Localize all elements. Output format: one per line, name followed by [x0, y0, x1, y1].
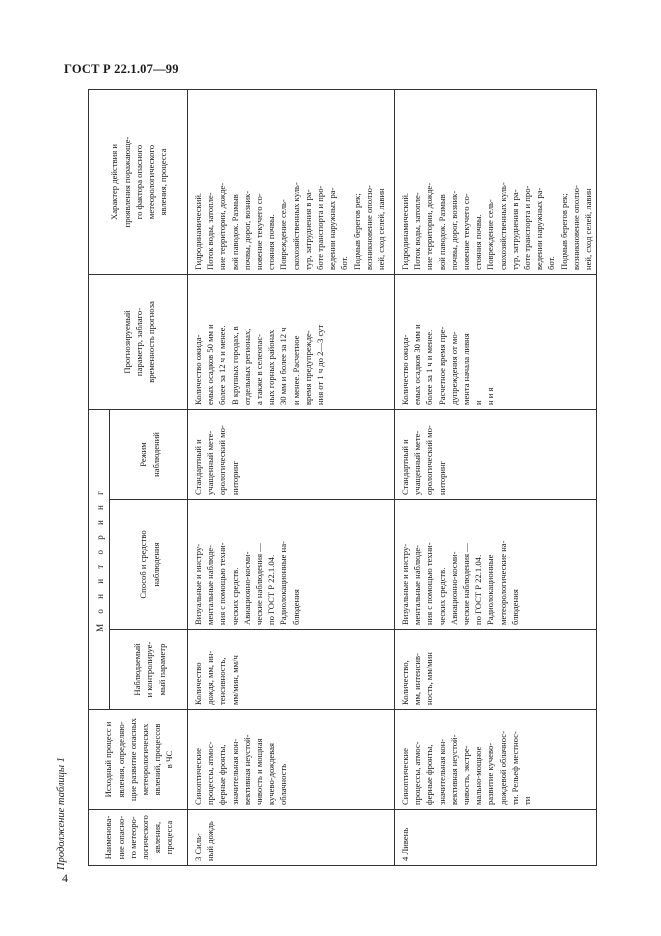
page-number: 4	[62, 871, 68, 885]
table-row	[188, 90, 395, 866]
header-forecast: Прогнозируемый параметр, заблаго- временность прогноза	[89, 275, 188, 410]
cell-initial-process: Синоптические процессы, атмос- ферные фронты, значительная кон- вективная неустой- чивость, экстре- мально-мощное развитие кучево- дождевой облачнос- ти. Рельеф местнос- ти	[395, 710, 597, 810]
header-parameter: Наблюдаемый и контролируе- мый параметр	[110, 630, 188, 710]
cell-initial-process: Синоптические процессы, атмос- ферные фронты, значительная кон- вективная неустой- чивость и мощная кучево-дождевая облачность	[188, 710, 395, 810]
header-character: Характер действия и проявления поражающе- го фактора опасного метеорологического явления, процесса	[89, 90, 188, 275]
document-header: ГОСТ Р 22.1.07—99	[64, 62, 179, 76]
cell-forecast: Количество ожида- емых осадков 50 мм и более за 12 ч и менее. В крупных городах, в отдельных регионах, а также в селеопас- ных горных районах 30 мм и более за 12 ч и менее. Расчетное время предупрежде- ния от 1 ч до 2—3 сут	[188, 275, 395, 410]
monitoring-table	[88, 89, 597, 866]
header-phenomenon: Наименова- ние опасно- го метеоро- логического явления, процесса	[89, 810, 188, 866]
header-initial-process: Исходный процесс и явления, определяю- щие развитие опасных метеорологических явлений, процессов в ЧС	[89, 710, 188, 810]
cell-phenomenon: 3 Силь- ный дождь	[188, 810, 395, 866]
cell-parameter: Количество, мм, интенсив- ность, мм/мин	[395, 630, 597, 710]
header-mode: Режим наблюдений	[110, 410, 188, 500]
table-caption: Продолжение таблицы 1	[56, 757, 67, 870]
cell-parameter: Количество дождя, мм, ин- тенсивность, мм/мин, мм/ч	[188, 630, 395, 710]
rotated-table-container	[88, 90, 594, 866]
cell-character: Гидродинамический. Поток воды, затопле- ние территории, дожде- вой паводок. Размыв почвы, дорог, возник- новение текучего со- стояния почвы. Повреждение сель- скохозяйственных куль- тур, затруднения в ра- боте транспорта и про- ведении наружных ра- бот. Подмыв берегов рек; возникновение оползо- ней, сход селей, лавин	[188, 90, 395, 275]
cell-method: Визуальные и инстру- ментальные наблюде- ния с помощью техни- ческих средств. Авиационно-косми- ческие наблюдения — по ГОСТ Р 22.1.04. Радиолокационные на- блюдения	[188, 500, 395, 630]
cell-forecast: Количество ожида- емых осадков 30 мм и более за 1 ч и менее. Расчетное время пре- дупреждения от мо- мента начала ливня и н и я	[395, 275, 597, 410]
table-row	[395, 90, 597, 866]
cell-phenomenon: 4 Ливень	[395, 810, 597, 866]
cell-character: Гидродинамический. Поток воды, затопле- ние территории, дожде- вой паводок. Размыв почвы, дорог, возник- новение текучего со- стояния почвы. Повреждение сель- скохозяйственных куль- тур, затруднения в ра- боте транспорта и про- ведении наружных ра- бот. Подмыв берегов рек; возникновение оползо- ней, сход селей, лавин	[395, 90, 597, 275]
header-monitoring: М о н и т о р и н г	[89, 410, 110, 710]
header-method: Способ и средство наблюдения	[110, 500, 188, 630]
cell-mode: Стандартный и учащенный мете- орологический мо- ниторинг	[395, 410, 597, 500]
cell-method: Визуальные и инстру- ментальные наблюде- ния с помощью техни- ческих средств. Авиационно-косми- ческие наблюдения — по ГОСТ Р 22.1.04. Радиолокационные метеорологические на- блюдения	[395, 500, 597, 630]
cell-mode: Стандартный и учащенный мете- орологический мо- ниторинг	[188, 410, 395, 500]
